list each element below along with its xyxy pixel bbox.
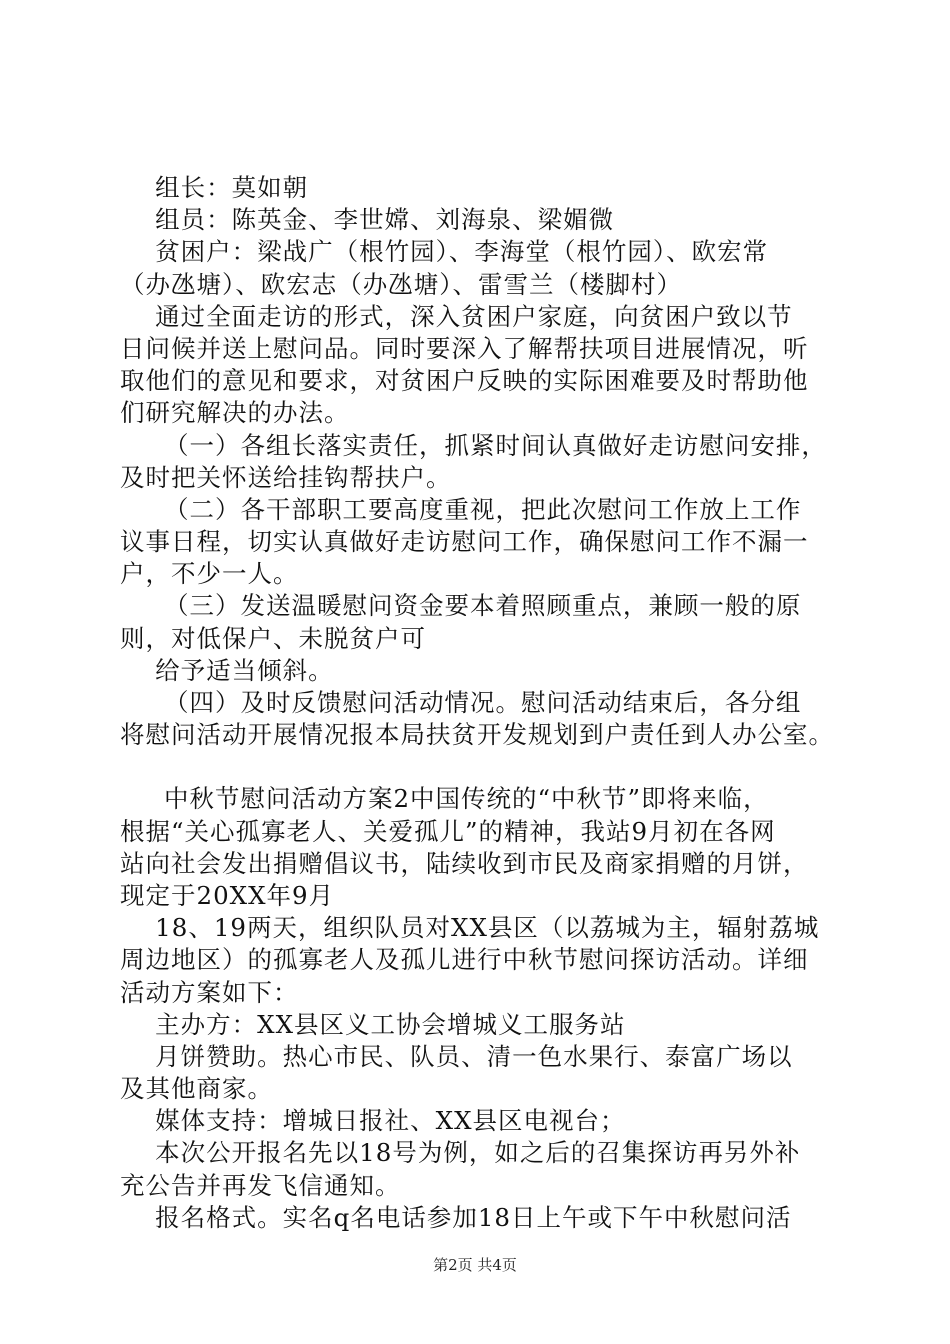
body-line: 现定于20XX年9月 bbox=[120, 880, 335, 910]
body-line: （二）各干部职工要高度重视，把此次慰问工作放上工作 bbox=[120, 494, 802, 524]
body-line: 通过全面走访的形式，深入贫困户家庭，向贫困户致以节 bbox=[120, 301, 793, 331]
body-line: 充公告并再发飞信通知。 bbox=[120, 1170, 401, 1200]
body-line bbox=[120, 751, 840, 783]
body-line: 及时把关怀送给挂钩帮扶户。 bbox=[120, 462, 452, 492]
body-line: 组员：陈英金、李世嫦、刘海泉、梁媚微 bbox=[120, 205, 615, 235]
body-line: 媒体支持：增城日报社、XX县区电视台； bbox=[120, 1106, 626, 1136]
body-line: 贫困户：梁战广（根竹园）、李海堂（根竹园）、欧宏常 bbox=[120, 237, 769, 267]
body-line: （一）各组长落实责任，抓紧时间认真做好走访慰问安排， bbox=[120, 430, 827, 460]
body-line: 将慰问活动开展情况报本局扶贫开发规划到户责任到人办公室。 bbox=[120, 720, 834, 750]
body-line: 月饼赞助。热心市民、队员、清一色水果行、泰富广场以 bbox=[120, 1041, 793, 1071]
body-line: （三）发送温暖慰问资金要本着照顾重点，兼顾一般的原 bbox=[120, 591, 802, 621]
body-line: 户，不少一人。 bbox=[120, 559, 299, 589]
page-footer: 第2页 共4页 bbox=[433, 1256, 517, 1274]
body-line: 周边地区）的孤寡老人及孤儿进行中秋节慰问探访活动。详细 bbox=[120, 945, 809, 975]
body-line: （四）及时反馈慰问活动情况。慰问活动结束后，各分组 bbox=[120, 688, 802, 717]
body-line: 中秋节慰问活动方案2中国传统的“中秋节”即将来临， bbox=[120, 784, 769, 814]
body-line: 报名格式。实名q名电话参加18日上午或下午中秋慰问活 bbox=[120, 1202, 792, 1232]
body-line: 18、19两天，组织队员对XX县区（以荔城为主，辐射荔城 bbox=[120, 913, 820, 943]
body-line: 议事日程，切实认真做好走访慰问工作，确保慰问工作不漏一 bbox=[120, 527, 809, 557]
body-line: 活动方案如下： bbox=[120, 977, 299, 1007]
body-line: 取他们的意见和要求，对贫困户反映的实际困难要及时帮助他 bbox=[120, 366, 809, 396]
document-body bbox=[120, 172, 840, 1234]
body-line: 根据“关心孤寡老人、关爱孤儿”的精神，我站9月初在各网 bbox=[120, 816, 776, 846]
body-line: 站向社会发出捐赠倡议书，陆续收到市民及商家捐赠的月饼， bbox=[120, 848, 809, 878]
body-line: 日问候并送上慰问品。同时要深入了解帮扶项目进展情况，听 bbox=[120, 333, 809, 363]
body-line: 们研究解决的办法。 bbox=[120, 398, 350, 428]
body-line: （办氹塘）、欧宏志（办氹塘）、雷雪兰（楼脚村） bbox=[120, 269, 682, 299]
body-line: 及其他商家。 bbox=[120, 1074, 273, 1104]
body-line: 给予适当倾斜。 bbox=[120, 655, 334, 685]
body-line: 组长：莫如朝 bbox=[120, 173, 309, 202]
body-line: 则，对低保户、未脱贫户可 bbox=[120, 623, 426, 653]
body-line: 主办方：XX县区义工协会增城义工服务站 bbox=[120, 1009, 626, 1039]
body-line: 本次公开报名先以18号为例，如之后的召集探访再另外补 bbox=[120, 1138, 801, 1168]
